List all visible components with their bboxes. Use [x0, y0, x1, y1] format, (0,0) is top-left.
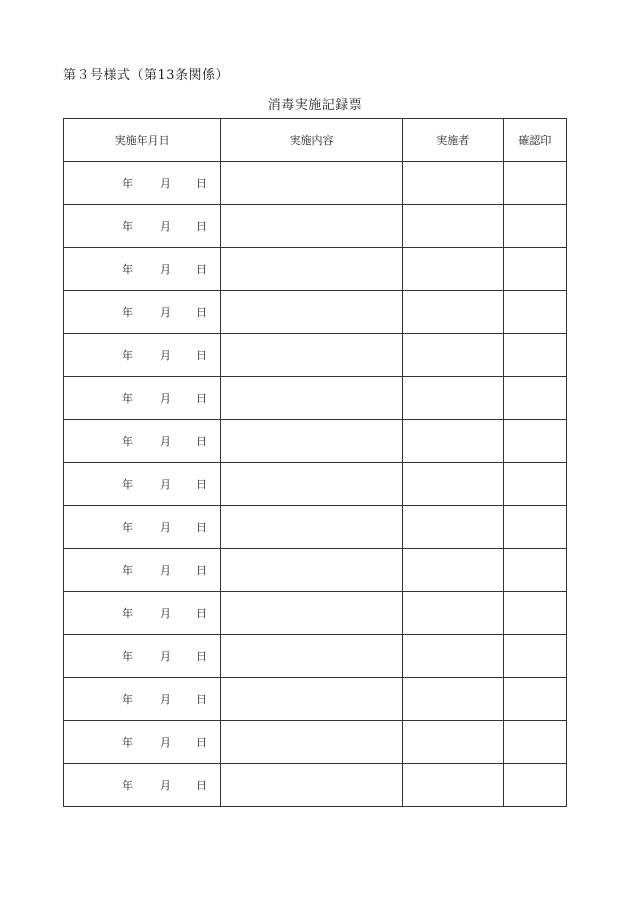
person-cell[interactable]: [402, 463, 503, 506]
year-unit: 年: [122, 478, 133, 491]
date-cell[interactable]: [64, 764, 221, 807]
month-unit: 月: [160, 263, 171, 276]
year-unit: 年: [122, 220, 133, 233]
person-cell[interactable]: [402, 334, 503, 377]
table-body: [64, 162, 567, 807]
header-date: 実施年月日: [64, 119, 221, 162]
seal-cell[interactable]: [503, 721, 566, 764]
year-unit: 年: [122, 392, 133, 405]
person-cell[interactable]: [402, 506, 503, 549]
date-cell[interactable]: [64, 635, 221, 678]
seal-cell[interactable]: [503, 678, 566, 721]
month-unit: 月: [160, 435, 171, 448]
table-header-row: [64, 119, 567, 162]
year-unit: 年: [122, 435, 133, 448]
seal-cell[interactable]: [503, 420, 566, 463]
date-cell[interactable]: [64, 463, 221, 506]
day-unit: 日: [196, 693, 207, 706]
header-content: 実施内容: [221, 119, 402, 162]
day-unit: 日: [196, 478, 207, 491]
month-unit: 月: [160, 478, 171, 491]
month-unit: 月: [160, 306, 171, 319]
date-cell[interactable]: [64, 162, 221, 205]
content-cell[interactable]: [221, 420, 402, 463]
month-unit: 月: [160, 650, 171, 663]
content-cell[interactable]: [221, 635, 402, 678]
seal-cell[interactable]: [503, 334, 566, 377]
date-cell[interactable]: [64, 721, 221, 764]
month-unit: 月: [160, 736, 171, 749]
month-unit: 月: [160, 693, 171, 706]
year-unit: 年: [122, 779, 133, 792]
person-cell[interactable]: [402, 248, 503, 291]
header-person: 実施者: [402, 119, 503, 162]
month-unit: 月: [160, 521, 171, 534]
day-unit: 日: [196, 392, 207, 405]
header-seal: 確認印: [503, 119, 566, 162]
person-cell[interactable]: [402, 592, 503, 635]
content-cell[interactable]: [221, 678, 402, 721]
table-row: [64, 678, 567, 721]
content-cell[interactable]: [221, 549, 402, 592]
table-row: [64, 205, 567, 248]
content-cell[interactable]: [221, 248, 402, 291]
day-unit: 日: [196, 779, 207, 792]
day-unit: 日: [196, 564, 207, 577]
date-cell[interactable]: [64, 291, 221, 334]
person-cell[interactable]: [402, 635, 503, 678]
person-cell[interactable]: [402, 162, 503, 205]
content-cell[interactable]: [221, 205, 402, 248]
month-unit: 月: [160, 349, 171, 362]
month-unit: 月: [160, 779, 171, 792]
seal-cell[interactable]: [503, 635, 566, 678]
month-unit: 月: [160, 392, 171, 405]
date-cell[interactable]: [64, 549, 221, 592]
year-unit: 年: [122, 650, 133, 663]
seal-cell[interactable]: [503, 162, 566, 205]
seal-cell[interactable]: [503, 291, 566, 334]
date-cell[interactable]: [64, 205, 221, 248]
person-cell[interactable]: [402, 377, 503, 420]
year-unit: 年: [122, 177, 133, 190]
date-cell[interactable]: [64, 506, 221, 549]
content-cell[interactable]: [221, 377, 402, 420]
day-unit: 日: [196, 220, 207, 233]
seal-cell[interactable]: [503, 377, 566, 420]
day-unit: 日: [196, 177, 207, 190]
day-unit: 日: [196, 306, 207, 319]
table-row: [64, 162, 567, 205]
year-unit: 年: [122, 521, 133, 534]
month-unit: 月: [160, 177, 171, 190]
person-cell[interactable]: [402, 764, 503, 807]
table-row: [64, 549, 567, 592]
month-unit: 月: [160, 564, 171, 577]
year-unit: 年: [122, 263, 133, 276]
table-row: [64, 291, 567, 334]
content-cell[interactable]: [221, 291, 402, 334]
content-cell[interactable]: [221, 334, 402, 377]
year-unit: 年: [122, 349, 133, 362]
date-cell[interactable]: [64, 248, 221, 291]
person-cell[interactable]: [402, 678, 503, 721]
content-cell[interactable]: [221, 764, 402, 807]
year-unit: 年: [122, 607, 133, 620]
table-row: [64, 721, 567, 764]
person-cell[interactable]: [402, 549, 503, 592]
day-unit: 日: [196, 349, 207, 362]
date-cell[interactable]: [64, 678, 221, 721]
date-cell[interactable]: [64, 592, 221, 635]
table-row: [64, 334, 567, 377]
form-number-label: 第３号様式（第13条関係）: [63, 68, 230, 83]
day-unit: 日: [196, 521, 207, 534]
seal-cell[interactable]: [503, 549, 566, 592]
content-cell[interactable]: [221, 592, 402, 635]
person-cell[interactable]: [402, 291, 503, 334]
table-row: [64, 592, 567, 635]
date-cell[interactable]: [64, 334, 221, 377]
seal-cell[interactable]: [503, 764, 566, 807]
day-unit: 日: [196, 650, 207, 663]
document-title: 消毒実施記録票: [267, 98, 363, 113]
table-row: [64, 420, 567, 463]
disinfection-record-table: [63, 118, 567, 807]
year-unit: 年: [122, 306, 133, 319]
day-unit: 日: [196, 435, 207, 448]
table-row: [64, 506, 567, 549]
table-row: [64, 635, 567, 678]
content-cell[interactable]: [221, 506, 402, 549]
table-row: [64, 764, 567, 807]
person-cell[interactable]: [402, 205, 503, 248]
seal-cell[interactable]: [503, 248, 566, 291]
seal-cell[interactable]: [503, 205, 566, 248]
year-unit: 年: [122, 564, 133, 577]
day-unit: 日: [196, 607, 207, 620]
seal-cell[interactable]: [503, 592, 566, 635]
month-unit: 月: [160, 607, 171, 620]
year-unit: 年: [122, 693, 133, 706]
content-cell[interactable]: [221, 463, 402, 506]
content-cell[interactable]: [221, 162, 402, 205]
table-row: [64, 377, 567, 420]
day-unit: 日: [196, 736, 207, 749]
table-row: [64, 248, 567, 291]
person-cell[interactable]: [402, 420, 503, 463]
day-unit: 日: [196, 263, 207, 276]
seal-cell[interactable]: [503, 463, 566, 506]
date-cell[interactable]: [64, 420, 221, 463]
person-cell[interactable]: [402, 721, 503, 764]
seal-cell[interactable]: [503, 506, 566, 549]
table-row: [64, 463, 567, 506]
month-unit: 月: [160, 220, 171, 233]
content-cell[interactable]: [221, 721, 402, 764]
year-unit: 年: [122, 736, 133, 749]
date-cell[interactable]: [64, 377, 221, 420]
